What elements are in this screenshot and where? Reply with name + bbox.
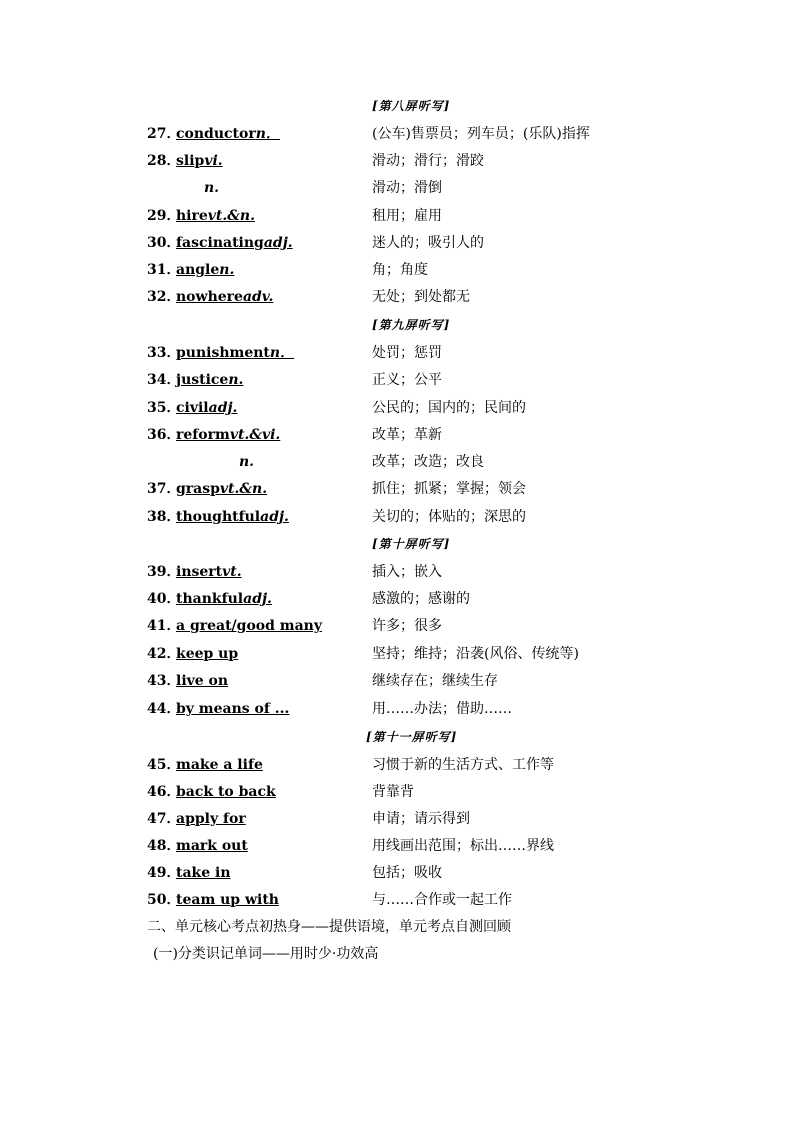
entry-word: [176, 477, 267, 501]
entry-meaning: 滑动；滑倒: [372, 180, 442, 196]
entry-word: [176, 587, 272, 611]
entry-meaning: (公车)售票员；列车员；(乐队)指挥: [372, 126, 590, 142]
word-text: angle: [176, 262, 220, 278]
part-of-speech: vt.&n.: [207, 208, 255, 224]
entry-meaning: 正义；公平: [372, 372, 442, 388]
entry-number: 30．: [147, 235, 181, 251]
word-text: grasp: [176, 481, 220, 497]
entry-word: keep up: [176, 646, 239, 662]
entry-number: 48．: [147, 838, 181, 854]
part-of-speech: adj.: [208, 400, 238, 416]
entry-number: 27．: [147, 126, 181, 142]
part-of-speech: adj.: [263, 235, 293, 251]
word-text: nowhere: [176, 289, 243, 305]
entry-meaning: 公民的；国内的；民间的: [372, 400, 526, 416]
word-text: thankful: [176, 591, 244, 607]
entry-number: 50．: [147, 892, 181, 908]
entry-meaning: 角；角度: [372, 262, 428, 278]
word-text: thoughtful: [176, 509, 261, 525]
subsection-heading: (一)分类识记单词——用时少·功效高: [153, 946, 379, 962]
entry-number: 47．: [147, 811, 181, 827]
entry-meaning: 坚持；维持；沿袭(风俗、传统等): [372, 646, 579, 662]
entry-word: [176, 368, 243, 392]
entry-word: [176, 122, 280, 146]
entry-word: take in: [176, 865, 231, 881]
entry-number: 36．: [147, 427, 181, 443]
entry-number: 43．: [147, 673, 181, 689]
part-of-speech: vi.: [204, 153, 223, 169]
entry-meaning: 租用；雇用: [372, 208, 442, 224]
entry-meaning: 迷人的；吸引人的: [372, 235, 484, 251]
entry-word: apply for: [176, 811, 246, 827]
entry-word: [176, 258, 234, 282]
part-of-speech: n.: [228, 372, 244, 388]
part-of-speech: adj.: [243, 591, 272, 607]
entry-number: 49．: [147, 865, 181, 881]
entry-meaning: 申请；请示得到: [372, 811, 470, 827]
entry-meaning: 用……办法；借助……: [372, 701, 512, 717]
word-text: punishment: [176, 345, 270, 361]
word-text: civil: [176, 400, 209, 416]
section-label: [第十一屏听写]: [366, 730, 458, 744]
entry-word: [176, 423, 280, 447]
entry-number: 37．: [147, 481, 181, 497]
section-label: [第九屏听写]: [372, 318, 451, 332]
entry-number: 35．: [147, 400, 181, 416]
entry-meaning: 改革；改造；改良: [372, 454, 484, 470]
entry-word: [176, 231, 293, 255]
entry-word: by means of ...: [176, 701, 290, 717]
entry-word: live on: [176, 673, 229, 689]
entry-word: make a life: [176, 757, 263, 773]
word-text: reform: [176, 427, 230, 443]
entry-word: [176, 285, 273, 309]
section-heading: 二、单元核心考点初热身——提供语境，单元考点自测回顾: [147, 919, 511, 935]
word-text: slip: [176, 153, 205, 169]
part-of-speech: adv.: [242, 289, 274, 305]
entry-number: 32．: [147, 289, 181, 305]
entry-word: back to back: [176, 784, 276, 800]
entry-number: 39．: [147, 564, 181, 580]
entry-number: 45．: [147, 757, 181, 773]
entry-word: team up with: [176, 892, 279, 908]
entry-number: 31．: [147, 262, 181, 278]
entry-meaning: 习惯于新的生活方式、工作等: [372, 757, 554, 773]
entry-number: 41．: [147, 618, 181, 634]
entry-meaning: 处罚；惩罚: [372, 345, 442, 361]
entry-word: a great/good many: [176, 618, 322, 634]
entry-word: mark out: [176, 838, 248, 854]
word-text: hire: [176, 208, 208, 224]
entry-meaning: 感激的；感谢的: [372, 591, 470, 607]
entry-meaning: 许多；很多: [372, 618, 442, 634]
entry-meaning: 插入；嵌入: [372, 564, 442, 580]
entry-meaning: 用线画出范围；标出……界线: [372, 838, 554, 854]
entry-number: 44．: [147, 701, 181, 717]
entry-meaning: 抓住；抓紧；掌握；领会: [372, 481, 526, 497]
section-label: [第十屏听写]: [372, 537, 451, 551]
entry-number: 29．: [147, 208, 181, 224]
entry-number: 33．: [147, 345, 181, 361]
entry-word: [176, 204, 255, 228]
part-of-speech: n.: [219, 262, 235, 278]
entry-meaning: 包括；吸收: [372, 865, 442, 881]
word-text: conductor: [176, 126, 256, 142]
entry-meaning: 关切的；体贴的；深思的: [372, 509, 526, 525]
entry-number: 34．: [147, 372, 181, 388]
word-text: fascinating: [176, 235, 264, 251]
entry-number: 42．: [147, 646, 181, 662]
entry-number: 28．: [147, 153, 181, 169]
part-of-speech: n.: [204, 180, 220, 196]
entry-word: [176, 396, 237, 420]
section-label: [第八屏听写]: [372, 99, 451, 113]
part-of-speech: n．: [255, 126, 280, 142]
part-of-speech: n.: [239, 454, 255, 470]
part-of-speech: vt.&vi.: [229, 427, 281, 443]
part-of-speech: vt.&n.: [219, 481, 268, 497]
word-text: insert: [176, 564, 223, 580]
entry-meaning: 无处；到处都无: [372, 289, 470, 305]
entry-number: 46．: [147, 784, 181, 800]
entry-word: [176, 505, 289, 529]
entry-meaning: 滑动；滑行；滑跤: [372, 153, 484, 169]
word-text: justice: [176, 372, 229, 388]
entry-word: [176, 149, 223, 173]
entry-word: [176, 341, 294, 365]
entry-word: [176, 560, 242, 584]
part-of-speech: vt.: [222, 564, 242, 580]
part-of-speech: adj.: [260, 509, 289, 525]
entry-meaning: 改革；革新: [372, 427, 442, 443]
entry-number: 38．: [147, 509, 181, 525]
entry-meaning: 背靠背: [372, 784, 414, 800]
entry-meaning: 继续存在；继续生存: [372, 673, 498, 689]
entry-number: 40．: [147, 591, 181, 607]
entry-meaning: 与……合作或一起工作: [372, 892, 512, 908]
part-of-speech: n．: [269, 345, 295, 361]
